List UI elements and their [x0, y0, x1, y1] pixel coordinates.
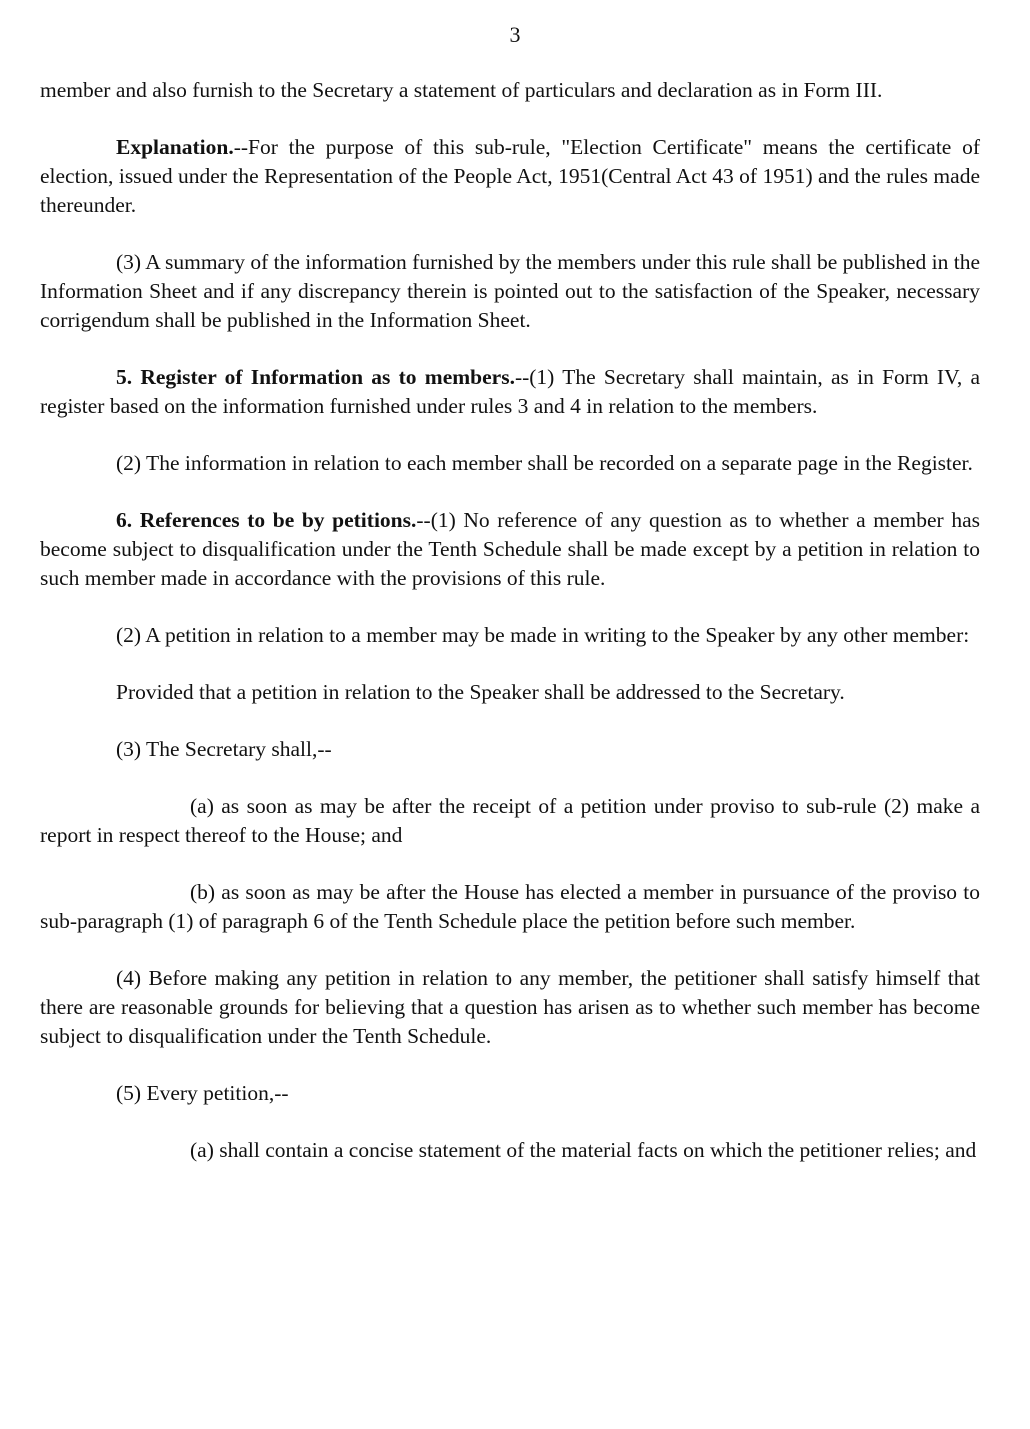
paragraph-rule6-5: (5) Every petition,-- — [116, 1081, 289, 1105]
document-body — [40, 76, 980, 1193]
paragraph-rule6-3: (3) The Secretary shall,-- — [116, 737, 332, 761]
rule5-heading: 5. Register of Information as to members. — [116, 365, 515, 389]
paragraph-rule6-2: (2) A petition in relation to a member may be made in writing to the Speaker by any other member: — [116, 623, 970, 647]
paragraph-rule6-3-a: (a) as soon as may be after the receipt of a petition under proviso to sub-rule (2) make a report in respect thereof to the House; and — [40, 794, 980, 847]
paragraph-proviso: Provided that a petition in relation to the Speaker shall be addressed to the Secretary. — [116, 680, 845, 704]
page-number: 3 — [509, 22, 521, 47]
paragraph-rule4-3: (3) A summary of the information furnished by the members under this rule shall be published in the Information Sheet and if any discrepancy therein is pointed out to the satisfaction of the Speaker, necessary corrigendum shall be published in the Information Sheet. — [40, 250, 981, 332]
rule6-text: --(1) No reference of any question as to whether a member has become subject to disqualification under the Tenth Schedule shall be made except by a petition in relation to such member made in accordance with the provisions of this rule. — [40, 508, 980, 590]
paragraph-rule6-4: (4) Before making any petition in relation to any member, the petitioner shall satisfy himself that there are reasonable grounds for believing that a question has arisen as to whether such member has become subject to disqualification under the Tenth Schedule. — [40, 966, 980, 1048]
paragraph-continuation: member and also furnish to the Secretary a statement of particulars and declaration as in Form III. — [40, 78, 883, 102]
paragraph-explanation — [40, 133, 980, 220]
paragraph-rule6-1 — [40, 506, 980, 593]
paragraph-rule6-3-b: (b) as soon as may be after the House has elected a member in pursuance of the proviso to sub-paragraph (1) of paragraph 6 of the Tenth Schedule place the petition before such member. — [40, 880, 980, 933]
rule5-text: --(1) The Secretary shall maintain, as in Form IV, a register based on the information furnished under rules 3 and 4 in relation to the members. — [40, 365, 980, 418]
paragraph-rule5-1 — [40, 363, 980, 421]
paragraph-rule6-5-a: (a) shall contain a concise statement of the material facts on which the petitioner relies; and — [190, 1138, 977, 1162]
explanation-heading: Explanation. — [116, 135, 234, 159]
rule6-heading: 6. References to be by petitions. — [116, 508, 417, 532]
paragraph-rule5-2: (2) The information in relation to each member shall be recorded on a separate page in the Register. — [116, 451, 973, 475]
explanation-text: --For the purpose of this sub-rule, "Election Certificate" means the certificate of election, issued under the Representation of the People Act, 1951(Central Act 43 of 1951) and the rules made thereunder. — [40, 135, 980, 217]
